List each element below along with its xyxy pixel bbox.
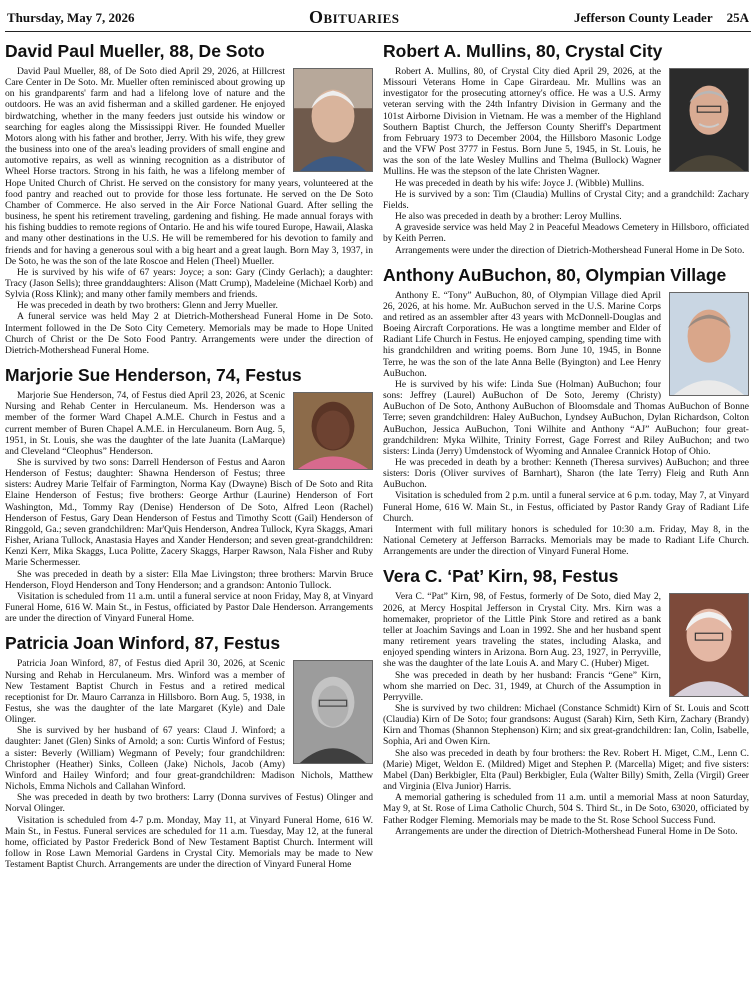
obituary-paragraph: She was preceded in death by a sister: Ella Mae Livingston; three brothers: Marvin Bruce Henderson, Floyd Henderson and Tony Henderson; and a grandson: Antonio Tullock. [5, 568, 373, 591]
obituary-paragraph: A funeral service was held May 2 at Dietrich-Mothershead Funeral Home in De Soto. Interment followed in the De Soto City Cemetery. Memorials may be made to Hope United Church of Christ or the De Soto Food Pantry. Arrangements were under the direction of Dietrich-Mothershead Funeral Home. [5, 311, 373, 356]
portrait-photo-icon [293, 392, 373, 470]
issue-date: Thursday, May 7, 2026 [7, 9, 135, 25]
obituary-paragraph: Arrangements are under the direction of Dietrich-Mothershead Funeral Home in De Soto. [395, 825, 738, 837]
columns [5, 38, 751, 876]
obituary-kirn [383, 563, 749, 836]
masthead [5, 0, 751, 32]
paper-name: Jefferson County Leader [573, 9, 713, 25]
left-column [5, 38, 373, 876]
obituary-paragraph: She was preceded in death by two brothers: Larry (Donna survives of Festus) Olinger and Norval Olinger. [5, 792, 373, 815]
obituary-mueller [5, 38, 373, 356]
portrait-photo-icon [293, 660, 373, 764]
right-column [383, 38, 749, 876]
obituary-headline: Marjorie Sue Henderson, 74, Festus [5, 365, 302, 386]
obituary-paragraph: She also was preceded in death by four brothers: the Rev. Robert H. Miget, C.M., Lenn C. (Marie) Miget, Weldon E. (Mildred) Miget and Stephen P. (Marcella) Miget; and five sisters: Mabel (Dan) Berkbigler, Elta (Paul) Berkbigler, Eula (Walter Billy) Smith, Zella (Virgil) Greer and Virginia (Elva Junior) Harris. [383, 747, 749, 793]
page-number: 25A [726, 9, 749, 25]
obituary-paragraph: He was preceded in death by two brothers: Glenn and Jerry Mueller. [17, 300, 278, 312]
obituary-headline: Robert A. Mullins, 80, Crystal City [383, 41, 663, 61]
obituary-paragraph: He is survived by a son: Tim (Claudia) Mullins of Crystal City; and a grandchild: Zachary Fields. [383, 188, 749, 211]
obituary-headline: Patricia Joan Winford, 87, Festus [5, 633, 281, 654]
obituary-paragraph: Vera C. “Pat” Kirn, 98, of Festus, formerly of De Soto, died May 2, 2026, at Mercy Hospital Jefferson in Crystal City. Mrs. Kirn was a homemaker, proprietor of the Little Pink Store and retired as a bank teller at Joachim Savings and Loan in 1992. She and her husband spent many retirement years traveling the states, including Alaska, and enjoyed spending winters in Arizona. Born Aug. 23, 1927, in Perryville, she was the daughter of the late Louis A. and Mary C. (Huber) Miget. [383, 591, 661, 670]
obituary-aubuchon [383, 262, 749, 558]
portrait-photo-icon [669, 292, 749, 396]
obituary-paragraph: Visitation is scheduled from 2 p.m. until a funeral service at 6 p.m. today, May 7, at Vinyard Funeral Home, 616 W. Main St., in Festus, officiated by Pastor Randy Gray of Radiant Life Church. [383, 490, 749, 524]
obituary-paragraph: He is survived by his wife: Linda Sue (Holman) AuBuchon; four sons: Jeffrey (Laurel) AuBuchon of De Soto, Jeremy (Christy) AuBuchon of De Soto, Anthony AuBuchon of Bloomsdale and Thomas AuBuchon of Bonne Terre; seven grandchildren: Haley AuBuchon, Lyndsey AuBuchon, Dylan Richardson, Colton AuBuchon, Jessica AuBuchon, Toni Wilhite and Anthony “AJ” AuBuchon; four great-grandchildren: Myka Wilhite, Trinity Forrest, Gage Forrest and Riley AuBuchon; and two sisters: Linda (Jerry) Umdenstock of Wyoming and Annalee Crannick Hotop of Ohio. [383, 378, 749, 457]
obituary-paragraph: He was preceded in death by a brother: Kenneth (Theresa survives) AuBuchon; and three sisters: Doris (Oliver survives of Barnhart), Sharon (the late Terry) Fleig and Ruth Ann AuBuchon. [383, 457, 749, 491]
obituary-paragraph: She is survived by her husband of 67 years: Claud J. Winford; a daughter: Janet (Glen) Sinks of Arnold; a son: Curtis Winford of Festus; a sister: Beverly (William) Wegmann of Pevely; four grandchildren: Christopher (Heather) Sinks, Colleen (Jake) Nichols, Jacob (Amy) Winford and Hailey Winford; and four great-grandchildren: Madison Nichols, Matthew Nichols, Emma Nichols and Callahan Winford. [5, 725, 373, 793]
obituary-headline: Vera C. ‘Pat’ Kirn, 98, Festus [383, 566, 619, 587]
obituary-mullins [383, 38, 749, 256]
obituary-paragraph: She is survived by two children: Michael (Constance Schmidt) Kirn of St. Louis and Scott (Claudia) Kirn of De Soto; four grandsons: August (Sarah) Kirn, Seth Kirn, Zachary (Brandy) Kirn and Thomas (Shannon Stephenson) Kirn; and six great-grandchildren: Ian, Colin, Isabelle, Sophia, Ari and Owen Kirn. [383, 702, 749, 748]
obituary-paragraph: He also was preceded in death by a brother: Leroy Mullins. [395, 211, 622, 223]
obituary-paragraph: Patricia Joan Winford, 87, of Festus died April 30, 2026, at Scenic Nursing and Rehab in Herculaneum. Mrs. Winford was a member of New Testament Baptist Church in Festus and a retired medical receptionist for Dr. Mauro Carranza in Hillsboro. Born Aug. 5, 1938, in Festus, she was the daughter of the late Margaret (Kyle) and Dale Olinger. [5, 658, 285, 726]
section-title: Obituaries [308, 7, 400, 27]
masthead-right [574, 10, 749, 26]
obituary-paragraph: He is survived by his wife of 67 years: Joyce; a son: Gary (Cindy Gerlach); a daughter: Tracy (Jason Sells); three granddaughters: Alison (Matt Crump), Madeleine (Michael Korb) and Sylvia (Ross Klink); and many other family members and friends. [5, 266, 373, 301]
portrait-photo-icon [669, 68, 749, 172]
obituary-paragraph: Visitation is scheduled from 11 a.m. until a funeral service at noon Friday, May 8, at Vinyard Funeral Home, 616 W. Main St., in Festus, officiated by Pastor Dale Henderson. Arrangements are under the direction of Vinyard Funeral Home. [5, 590, 373, 625]
obituary-paragraph: Robert A. Mullins, 80, of Crystal City died April 29, 2026, at the Missouri Veterans Home in Cape Girardeau. Mr. Mullins was an investigator for the prosecuting attorney's office. He was a U.S. Army veteran serving with the 24th Infantry Division in Germany and the 101st Airborne Division in Vietnam. He was a member of the Highland Southern Baptist Church, the Jefferson County Sheriff's Department from February 1973 to December 2004, the Hillsboro Masonic Lodge and the VFW Post 3777 in Festus. Born June 5, 1945, in St. Louis, he was the son of the late Wesley Mullins and Thelma (Bullock) Wagner Mullins. He was the stepson of the late Christen Wagner. [383, 66, 661, 178]
obituary-paragraph: Anthony E. “Tony” AuBuchon, 80, of Olympian Village died April 26, 2026, at his home. Mr. AuBuchon served in the U.S. Marine Corps and retired as an assembler after 43 years with McDonnell-Douglas and Boeing Aircraft Corporations. He was a longtime member and Elder of Radiant Life Church in Festus. He enjoyed camping, spending time with his grandchildren and writing poems. Born June 10, 1945, in Bonne Terre, he was the son of the late Anna Belle (Byington) and Lee Henry AuBuchon. [383, 289, 661, 379]
obituary-paragraph: She was preceded in death by her husband: Francis “Gene” Kirn, whom she married on Dec. 31, 1949, at Church of the Assumption in Perryville. [383, 669, 661, 703]
obituary-paragraph: A memorial gathering is scheduled from 11 a.m. until a memorial Mass at noon Saturday, May 9, at St. Rose of Lima Catholic Church, 504 S. Third St., in De Soto, 63020, officiated by Father Rodger Fleming. Memorials may be made to the St. Rose School Success Fund. [383, 792, 749, 826]
obituary-paragraph: Visitation is scheduled from 4-7 p.m. Monday, May 11, at Vinyard Funeral Home, 616 W. Main St., in Festus. Funeral services are scheduled for 11 a.m. Tuesday, May 12, at the funeral home, officiated by Pastor Frederick Bond of New Testament Baptist Church. Interment will follow in Rose Lawn Memorial Gardens in Crystal City. Memorials may be made to New Testament Baptist Church. Arrangements are under the direction of Vinyard Funeral Home [5, 814, 373, 871]
obituary-paragraph: Interment with full military honors is scheduled for 10:30 a.m. Friday, May 8, in the National Cemetery at Jefferson Barracks. Memorials may be made to Radiant Life Church. Arrangements are under the direction of Vinyard Funeral Home. [383, 523, 749, 558]
obituary-paragraph: David Paul Mueller, 88, of De Soto died April 29, 2026, at Hillcrest Care Center in De Soto. Mr. Mueller often reminisced about growing up on his grandparents' farm and had a lifelong love of nature and the outdoors. He was an avid fisherman and a skilled gardener. He enjoyed birdwatching, whether in the many feeders just outside his window or searching for eagles along the Mississippi River. He founded Mueller Motors along with his father and brother, Jerry. With his wife, they grew the business into one of the area's leading providers of small engine and automotive repairs, as well as winning recognition as a distributor of Wheel Horse tractors. Strong in his faith, he was a lifelong member of Hope United Church of Christ. He served on the consistory for many years, volunteered at the food pantry and reached out to provide for those less fortunate. He served on the De Soto Chamber of Commerce. He also served in the Air Force National Guard. After selling the business, he spent his retirement traveling, gardening and fishing. He made annual forays with his fishing buddies to remote regions of Ontario. He and his wife toured Europe, Hawaii, Alaska and many other destinations in the U.S. He will be remembered for his devotion to family and friends and for having a generous soul with a big heart and a great laugh. Born May 3, 1937, in De Soto, he was the son of the late Roscoe and Helen (Theel) Mueller. [5, 66, 373, 267]
obituary-paragraph: Arrangements were under the direction of Dietrich-Mothershead Funeral Home in De Soto. [395, 244, 745, 256]
obituary-winford [5, 630, 373, 870]
portrait-photo-icon [293, 68, 373, 172]
portrait-photo-icon [669, 593, 749, 697]
obituary-paragraph: He was preceded in death by his wife: Joyce J. (Wibble) Mullins. [395, 177, 645, 189]
obituary-henderson [5, 362, 373, 624]
obituary-headline: Anthony AuBuchon, 80, Olympian Village [383, 264, 727, 285]
obituary-paragraph: A graveside service was held May 2 in Peaceful Meadows Cemetery in Hillsboro, officiated by Keith Perren. [383, 222, 749, 245]
obituary-headline: David Paul Mueller, 88, De Soto [5, 41, 265, 61]
obituary-paragraph: Marjorie Sue Henderson, 74, of Festus died April 23, 2026, at Scenic Nursing and Rehab Center in Herculaneum. Ms. Henderson was a member of the former Ward Chapel A.M.E. Church in Festus and a current member of Buren Chapel A.M.E. in Herculaneum. Born Aug. 5, 1951, in St. Louis, she was the daughter of the late Juanita (LaMarque) and Cleveland “Cleophus” Henderson. [5, 390, 285, 457]
obituary-paragraph: She is survived by two sons: Darrell Henderson of Festus and Aaron Henderson of Festus; daughter: Shawna Henderson of Festus; three sisters: Audrey Marie Telfair of Farmington, Norma Kay (Dwayne) Bisch of De Soto and Rita Elaine Henderson of Festus; five brothers: George Arthur (Laurine) Henderson of Fort Washington, Md., Tommy Ray (Denise) Henderson of De Soto, Alfred Leon (Rachel) Henderson of Festus, Gary Dean Henderson of Festus and Timothy Scott (Gail) Henderson of Ringgold, Ga.; seven grandchildren: Mar'Quis Henderson, Andrea Tullock, Kyra Skaggs, Amari Fisher, Ariana Tullock, Anastasia Hayes and Xander Henderson; and seven great-grandchildren: Kenzi Kerr, Mika Skaggs, Luca Politte, Zacery Skaggs, Harper Rawson, Nala Fisher and Ruby Marie Schermesser. [5, 457, 373, 569]
